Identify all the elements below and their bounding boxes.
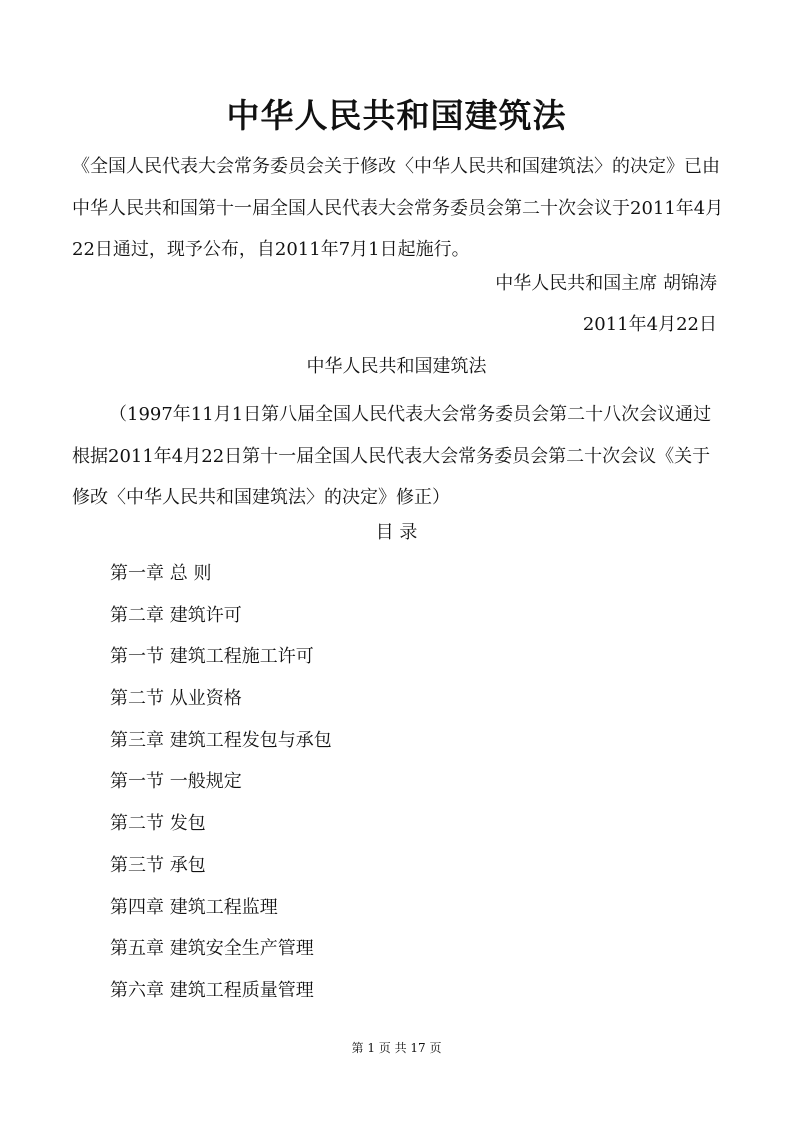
toc-item: 第三章 建筑工程发包与承包 xyxy=(110,729,332,751)
toc-item: 第六章 建筑工程质量管理 xyxy=(110,979,314,1001)
adoption-note: （1997年11月1日第八届全国人民代表大会常务委员会第二十八次会议通过 根据2011年4月22日第十一届全国人民代表大会常务委员会第二十次会议《关于修改〈中华人民共和国建筑法〉的决定》修正） xyxy=(72,404,712,508)
page-footer: 第 1 页 共 17 页 xyxy=(351,1041,442,1055)
toc-item: 第二节 从业资格 xyxy=(110,688,242,710)
toc-item: 第五章 建筑安全生产管理 xyxy=(110,938,314,960)
document-title: 中华人民共和国建筑法 xyxy=(226,96,567,135)
law-name-heading: 中华人民共和国建筑法 xyxy=(306,356,487,377)
toc-item: 第三节 承包 xyxy=(110,854,206,876)
toc-item: 第一节 建筑工程施工许可 xyxy=(110,646,314,668)
intro-paragraph: 《全国人民代表大会常务委员会关于修改〈中华人民共和国建筑法〉的决定》已由中华人民共和国第十一届全国人民代表大会常务委员会第二十次会议于2011年4月22日通过，现予公布，自2011年7月1日起施行。 xyxy=(72,156,724,260)
table-of-contents xyxy=(110,562,332,1021)
signature: 中华人民共和国主席 胡锦涛 xyxy=(495,273,717,294)
signature-date: 2011年4月22日 xyxy=(582,314,717,335)
toc-heading: 目 录 xyxy=(375,522,418,543)
toc-item: 第四章 建筑工程监理 xyxy=(110,896,278,918)
toc-item: 第二节 发包 xyxy=(110,813,206,835)
toc-item: 第二章 建筑许可 xyxy=(110,604,242,626)
toc-item: 第一节 一般规定 xyxy=(110,771,242,793)
toc-item: 第一章 总 则 xyxy=(110,563,212,584)
